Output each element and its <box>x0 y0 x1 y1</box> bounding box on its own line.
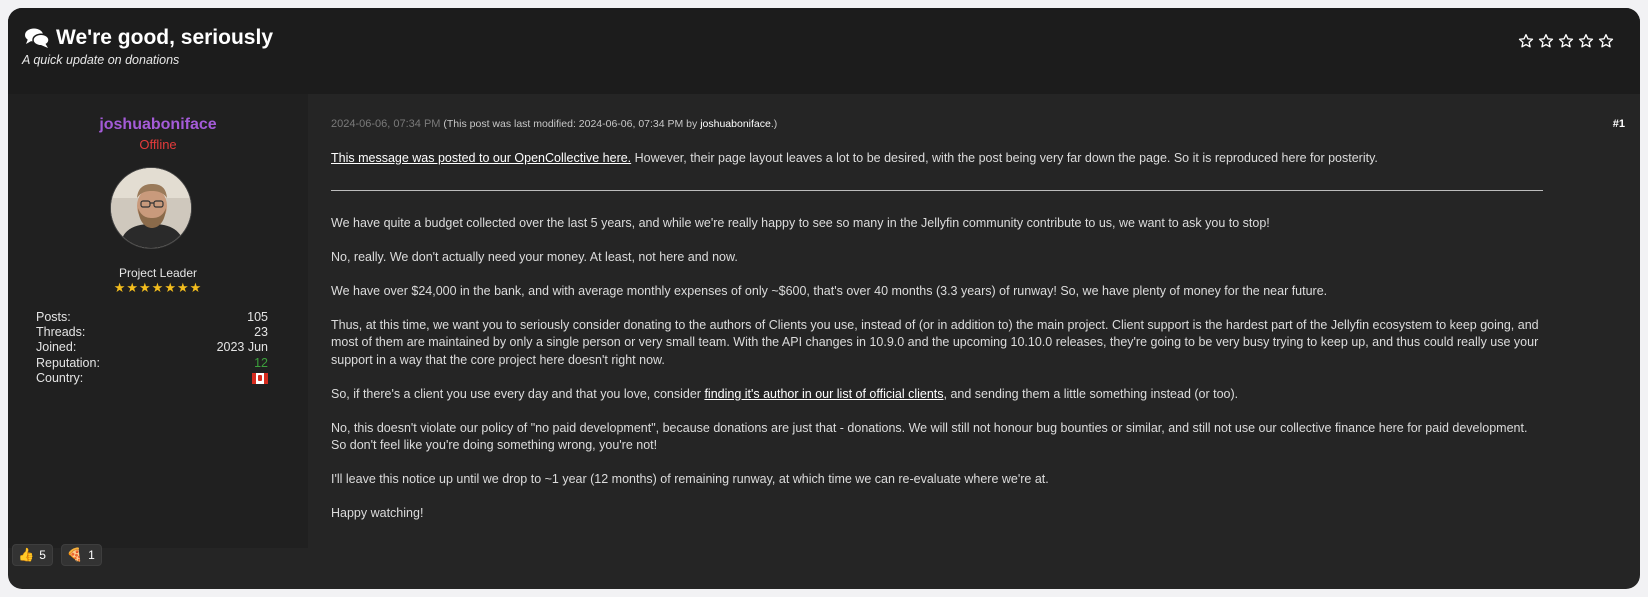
paragraph-2: No, really. We don't actually need your money. At least, not here and now. <box>331 250 738 264</box>
thumbs-up-icon: 👍 <box>18 547 35 562</box>
rating-star-1-icon[interactable] <box>1518 33 1534 49</box>
speech-bubbles-icon <box>24 27 50 49</box>
divider <box>331 190 1543 191</box>
paragraph-6: No, this doesn't violate our policy of "no paid development", because donations are just that - donations. We will still not honour bug bounties or similar, and still not use our collective finance here for paid development. So don't feel like you're doing something wrong, you're not! <box>331 421 1528 453</box>
stat-joined <box>36 340 268 355</box>
paragraph-4: Thus, at this time, we want you to seriously consider donating to the authors of Clients you use, instead of (or in addition to) the main project. Client support is the hardest part of the Jellyfin ecosystem to keep going, and most of them are maintained by only a single person or very small team. With the API changes in 10.9.0 and the upcoming 10.10.0 releases, they're going to be very busy trying to keep up, and thus could really use your support in a way that the core project here doesn't right now. <box>331 318 1539 367</box>
title-row <box>24 26 273 50</box>
paragraph-5 <box>331 386 1546 403</box>
canada-flag-icon <box>252 373 268 384</box>
thread-title: We're good, seriously <box>56 26 273 49</box>
post-modified-suffix: .) <box>770 118 778 130</box>
thread-rating <box>1518 33 1614 49</box>
post-meta <box>331 118 777 130</box>
rating-star-5-icon[interactable] <box>1598 33 1614 49</box>
author-user-title: Project Leader <box>118 266 198 280</box>
post-date: 2024-06-06, 07:34 PM <box>331 118 441 130</box>
rating-star-2-icon[interactable] <box>1538 33 1554 49</box>
author-online-status: Offline <box>139 137 177 152</box>
stat-label: Joined: <box>36 340 77 355</box>
reputation-value[interactable]: 12 <box>254 355 268 370</box>
stat-value: 105 <box>247 310 268 324</box>
author-username[interactable]: joshuaboniface <box>99 116 217 133</box>
stat-label: Posts: <box>36 310 71 324</box>
opencollective-link[interactable]: This message was posted to our OpenCollective here. <box>331 151 632 165</box>
stat-country <box>36 371 268 386</box>
paragraph-8: Happy watching! <box>331 506 424 520</box>
avatar[interactable] <box>110 167 192 249</box>
thread-subtitle: A quick update on donations <box>22 53 180 67</box>
thread-header <box>8 8 1640 94</box>
stat-value: 2023 Jun <box>216 340 268 355</box>
stat-value: 23 <box>254 325 268 340</box>
rating-star-3-icon[interactable] <box>1558 33 1574 49</box>
intro-paragraph <box>331 150 1546 167</box>
author-rank-stars: ★★★★★★★ <box>113 280 203 295</box>
reaction-pizza[interactable] <box>61 544 102 566</box>
paragraph-7: I'll leave this notice up until we drop to ~1 year (12 months) of remaining runway, at which time we can re-evaluate where we're at. <box>331 472 1049 486</box>
stat-label: Threads: <box>36 325 86 340</box>
paragraph-5-tail: , and sending them a little something instead (or too). <box>943 387 1239 401</box>
thread-card <box>8 8 1640 589</box>
stat-threads <box>36 325 268 340</box>
reaction-count: 5 <box>39 548 46 562</box>
reaction-count: 1 <box>88 548 95 562</box>
stat-label: Reputation: <box>36 355 100 370</box>
post-modified-user[interactable]: joshuaboniface <box>700 118 771 130</box>
post-number[interactable]: #1 <box>1612 118 1625 130</box>
post-modified-note: (This post was last modified: 2024-06-06, 07:34 PM by <box>443 118 698 130</box>
paragraph-3: We have over $24,000 in the bank, and with average monthly expenses of only ~$600, that's over 40 months (3.3 years) of runway! So, we have plenty of money for the near future. <box>331 284 1328 298</box>
stat-label: Country: <box>36 370 84 385</box>
reaction-thumbs-up[interactable] <box>12 544 53 566</box>
pizza-icon: 🍕 <box>66 547 84 562</box>
stat-reputation <box>36 356 268 371</box>
author-stats <box>36 310 268 386</box>
paragraph-5-text: So, if there's a client you use every day and that you love, consider <box>331 387 705 401</box>
paragraph-1: We have quite a budget collected over the last 5 years, and while we're really happy to see so many in the Jellyfin community contribute to us, we want to ask you to stop! <box>331 216 1270 230</box>
reactions-bar <box>8 544 102 566</box>
stat-posts <box>36 310 268 325</box>
intro-text: However, their page layout leaves a lot to be desired, with the post being very far down the page. So it is reproduced here for posterity. <box>631 151 1378 165</box>
rating-star-4-icon[interactable] <box>1578 33 1594 49</box>
official-clients-link[interactable]: finding it's author in our list of official clients <box>704 387 944 401</box>
author-profile <box>8 94 308 548</box>
